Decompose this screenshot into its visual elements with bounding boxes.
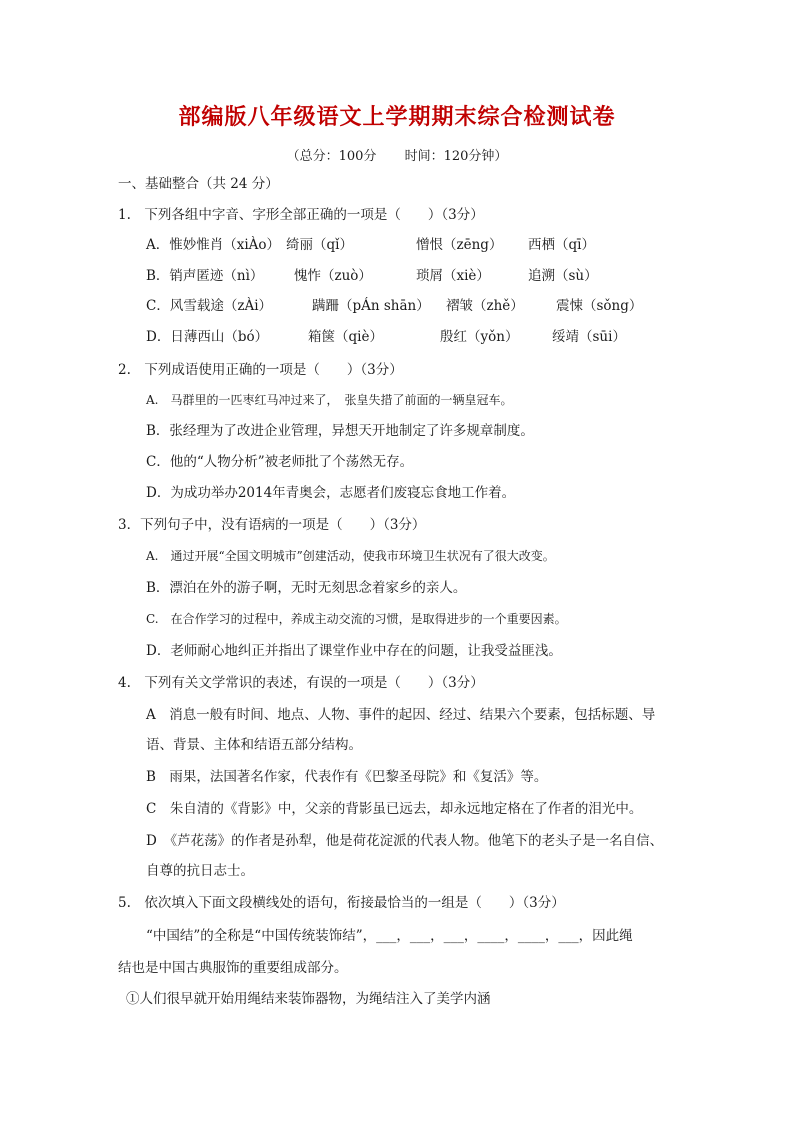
q1-a-1: A．惟妙惟肖（xiÀo） <box>146 237 281 253</box>
q1-a-3: 憎恨（zēng） <box>416 237 503 253</box>
q2-option-c: C．他的“人物分析”被老师批了个荡然无存。 <box>146 454 414 470</box>
q4-option-d-cont: 自尊的抗日志士。 <box>146 863 254 879</box>
q1-b-3: 琐屑（xiè） <box>416 268 490 284</box>
q4-option-a-cont: 语、背景、主体和结语五部分结构。 <box>146 737 362 753</box>
q1-d-2: 箱箧（qiè） <box>308 329 383 345</box>
q1-b-4: 追溯（sù） <box>528 268 598 284</box>
q5-passage-line-1: “中国结”的全称是“中国传统装饰结”，___，___，___，____，____，___，因此绳 <box>146 928 633 944</box>
q4-option-a: A 消息一般有时间、地点、人物、事件的起因、经过、结果六个要素，包括标题、导 <box>146 707 656 723</box>
q4-option-b: B 雨果，法国著名作家，代表作有《巴黎圣母院》和《复活》等。 <box>146 769 548 785</box>
total-score: （总分：100分 <box>286 149 377 164</box>
q1-a-2: 绮丽（qǐ） <box>286 237 353 253</box>
q1-c-3: 褶皱（zhě） <box>446 298 524 314</box>
question-2-stem: 2. 下列成语使用正确的一项是（ ）（3分） <box>118 362 403 378</box>
q3-option-b: B．漂泊在外的游子啊，无时无刻思念着家乡的亲人。 <box>146 580 467 596</box>
q2-option-b: B．张经理为了改进企业管理，异想天开地制定了许多规章制度。 <box>146 423 534 439</box>
q3-option-d: D．老师耐心地纠正并指出了课堂作业中存在的问题，让我受益匪浅。 <box>146 643 562 659</box>
q1-d-4: 绥靖（sūi） <box>552 329 626 345</box>
q5-item-1: ①人们很早就开始用绳结来装饰器物，为绳结注入了美学内涵 <box>126 991 491 1007</box>
q1-option-d <box>146 327 626 347</box>
q1-b-1: B．销声匿迹（nì） <box>146 268 264 284</box>
question-1-stem: 1. 下列各组中字音、字形全部正确的一项是（ ）（3分） <box>118 207 484 223</box>
time-limit: 时间：120分钟） <box>404 149 508 164</box>
q1-d-1: D．日薄西山（bó） <box>146 329 269 345</box>
q1-c-4: 震悚（sǒng） <box>556 298 643 314</box>
q4-option-d: D 《芦花荡》的作者是孙犁，他是荷花淀派的代表人物。他笔下的老头子是一名自信、 <box>146 833 664 849</box>
question-5-stem: 5. 依次填入下面文段横线处的语句，衔接最恰当的一组是（ ）（3分） <box>118 895 565 911</box>
section-heading: 一、基础整合（共 24 分） <box>118 176 279 192</box>
q1-a-4: 西栖（qī） <box>528 237 595 253</box>
q1-d-3: 殷红（yǒn） <box>440 329 519 345</box>
q1-option-a <box>146 235 595 255</box>
q3-option-c: C. 在合作学习的过程中，养成主动交流的习惯，是取得进步的一个重要因素。 <box>146 612 567 626</box>
exam-meta <box>0 145 794 164</box>
q2-option-d: D．为成功举办2014年青奥会，志愿者们废寝忘食地工作着。 <box>146 485 516 501</box>
q2-option-a: A. 马群里的一匹枣红马冲过来了， 张皇失措了前面的一辆皇冠车。 <box>146 393 513 407</box>
q5-passage-line-2: 结也是中国古典服饰的重要组成部分。 <box>118 960 348 976</box>
q3-option-a: A. 通过开展“全国文明城市”创建活动，使我市环境卫生状况有了很大改变。 <box>146 549 555 563</box>
question-3-stem: 3．下列句子中，没有语病的一项是（ ）（3分） <box>118 517 426 533</box>
q1-b-2: 愧怍（zuò） <box>294 268 372 284</box>
q1-c-2: 蹒跚（pÁn shān） <box>312 298 430 314</box>
q1-c-1: C．风雪载途（zÀi） <box>146 298 273 314</box>
q1-option-b <box>146 266 598 286</box>
q4-option-c: C 朱自清的《背影》中，父亲的背影虽已远去，却永远地定格在了作者的泪光中。 <box>146 801 643 817</box>
question-4-stem: 4. 下列有关文学常识的表述，有误的一项是（ ）（3分） <box>118 675 484 691</box>
page-title: 部编版八年级语文上学期期末综合检测试卷 <box>178 105 616 130</box>
q1-option-c <box>146 296 642 316</box>
